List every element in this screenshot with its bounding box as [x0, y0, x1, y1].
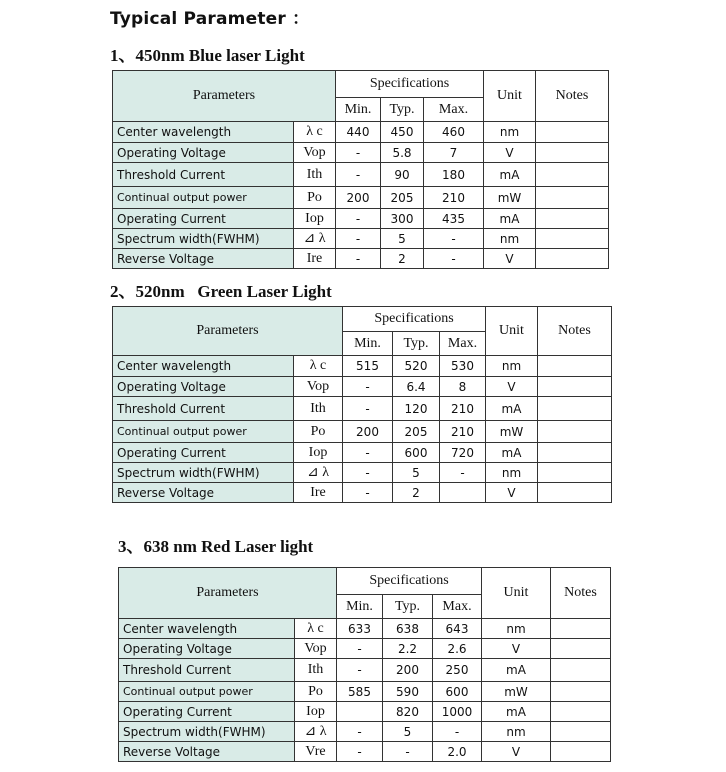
cell-unit: mA [486, 443, 538, 463]
table-row [119, 619, 611, 639]
cell-typ: 5 [381, 229, 424, 249]
cell-symbol: Vre [295, 742, 337, 762]
cell-symbol: Po [295, 682, 337, 702]
cell-symbol: Ith [294, 397, 343, 421]
cell-unit: mA [482, 702, 551, 722]
cell-unit: V [482, 742, 551, 762]
cell-notes [536, 187, 609, 209]
typ-header: Typ. [393, 332, 440, 356]
cell-typ: 5 [383, 722, 433, 742]
cell-min: - [343, 397, 393, 421]
cell-typ: 90 [381, 163, 424, 187]
table-row [113, 443, 612, 463]
cell-max: 643 [433, 619, 482, 639]
param-name: Operating Voltage [113, 377, 294, 397]
cell-min: 200 [336, 187, 381, 209]
cell-symbol: Ith [294, 163, 336, 187]
cell-unit: mA [484, 209, 536, 229]
min-header: Min. [336, 98, 381, 122]
cell-notes [536, 163, 609, 187]
cell-notes [551, 722, 611, 742]
param-name: Center wavelength [113, 356, 294, 377]
cell-min: - [337, 639, 383, 659]
cell-unit: mW [482, 682, 551, 702]
table-row [113, 249, 609, 269]
cell-notes [538, 397, 612, 421]
cell-min: - [337, 742, 383, 762]
cell-unit: V [484, 143, 536, 163]
table-row [119, 682, 611, 702]
parameters-header: Parameters [113, 307, 343, 356]
table-row [113, 229, 609, 249]
cell-max: - [440, 463, 486, 483]
param-name: Operating Voltage [119, 639, 295, 659]
cell-notes [538, 377, 612, 397]
cell-symbol: λ c [294, 356, 343, 377]
param-name: Continual output power [113, 187, 294, 209]
cell-min: - [337, 722, 383, 742]
cell-typ: 638 [383, 619, 433, 639]
cell-min: 515 [343, 356, 393, 377]
table-row [113, 122, 609, 143]
spec-table-red [118, 567, 611, 762]
cell-min: - [343, 377, 393, 397]
cell-max: 2.6 [433, 639, 482, 659]
specifications-header: Specifications [343, 307, 486, 332]
cell-typ: 600 [393, 443, 440, 463]
cell-min [337, 702, 383, 722]
table-row [113, 421, 612, 443]
cell-max: 460 [424, 122, 484, 143]
cell-notes [551, 682, 611, 702]
cell-symbol: λ c [294, 122, 336, 143]
cell-typ: 200 [383, 659, 433, 682]
cell-max: - [433, 722, 482, 742]
cell-unit: V [486, 483, 538, 503]
parameters-header: Parameters [119, 568, 337, 619]
cell-unit: V [486, 377, 538, 397]
cell-typ: 2 [393, 483, 440, 503]
cell-typ: 205 [393, 421, 440, 443]
cell-min: - [343, 463, 393, 483]
cell-min: - [337, 659, 383, 682]
cell-notes [551, 619, 611, 639]
param-name: Reverse Voltage [113, 483, 294, 503]
table-row [119, 639, 611, 659]
param-name: Spectrum width(FWHM) [113, 229, 294, 249]
cell-notes [536, 209, 609, 229]
cell-max: 530 [440, 356, 486, 377]
cell-symbol: Ire [294, 249, 336, 269]
table-row [113, 377, 612, 397]
cell-notes [551, 702, 611, 722]
cell-max: 600 [433, 682, 482, 702]
cell-unit: nm [482, 722, 551, 742]
cell-min: 585 [337, 682, 383, 702]
table-row [119, 722, 611, 742]
page-title: Typical Parameter ： [110, 9, 310, 29]
param-name: Reverse Voltage [119, 742, 295, 762]
cell-typ: 2.2 [383, 639, 433, 659]
cell-typ: 520 [393, 356, 440, 377]
table-row [119, 659, 611, 682]
param-name: Continual output power [113, 421, 294, 443]
param-name: Spectrum width(FWHM) [119, 722, 295, 742]
cell-unit: mA [486, 397, 538, 421]
cell-min: 633 [337, 619, 383, 639]
section-title-blue: 1、450nm Blue laser Light [110, 46, 305, 65]
unit-header: Unit [486, 307, 538, 356]
spec-table-green [112, 306, 612, 503]
cell-max: 720 [440, 443, 486, 463]
cell-notes [538, 421, 612, 443]
typ-header: Typ. [383, 595, 433, 619]
cell-symbol: ⊿ λ [295, 722, 337, 742]
cell-unit: mW [486, 421, 538, 443]
cell-max: 210 [440, 397, 486, 421]
cell-typ: 820 [383, 702, 433, 722]
cell-min: - [343, 483, 393, 503]
notes-header: Notes [538, 307, 612, 356]
max-header: Max. [433, 595, 482, 619]
cell-notes [536, 229, 609, 249]
cell-max: 2.0 [433, 742, 482, 762]
param-name: Operating Current [113, 209, 294, 229]
cell-notes [551, 742, 611, 762]
cell-notes [538, 443, 612, 463]
cell-symbol: ⊿ λ [294, 463, 343, 483]
cell-max: 210 [424, 187, 484, 209]
cell-notes [538, 483, 612, 503]
cell-unit: mW [484, 187, 536, 209]
cell-max: - [424, 249, 484, 269]
cell-min: - [336, 229, 381, 249]
section-title-green: 2、520nm Green Laser Light [110, 282, 332, 301]
typ-header: Typ. [381, 98, 424, 122]
unit-header: Unit [484, 71, 536, 122]
cell-notes [536, 143, 609, 163]
cell-symbol: Vop [294, 377, 343, 397]
param-name: Operating Voltage [113, 143, 294, 163]
param-name: Reverse Voltage [113, 249, 294, 269]
cell-notes [538, 463, 612, 483]
table-row [113, 483, 612, 503]
cell-notes [551, 659, 611, 682]
cell-max: - [424, 229, 484, 249]
cell-symbol: ⊿ λ [294, 229, 336, 249]
parameters-header: Parameters [113, 71, 336, 122]
table-row [113, 187, 609, 209]
cell-typ: 120 [393, 397, 440, 421]
cell-typ: 205 [381, 187, 424, 209]
cell-max: 7 [424, 143, 484, 163]
cell-min: - [336, 163, 381, 187]
min-header: Min. [337, 595, 383, 619]
table-row [113, 209, 609, 229]
table-row [113, 397, 612, 421]
cell-max [440, 483, 486, 503]
param-name: Threshold Current [119, 659, 295, 682]
cell-symbol: Ire [294, 483, 343, 503]
section-title-red: 3、638 nm Red Laser light [118, 537, 314, 556]
cell-notes [551, 639, 611, 659]
cell-typ: 5 [393, 463, 440, 483]
cell-notes [536, 122, 609, 143]
cell-symbol: Iop [295, 702, 337, 722]
table-row [113, 356, 612, 377]
cell-max: 180 [424, 163, 484, 187]
cell-unit: mA [482, 659, 551, 682]
cell-symbol: λ c [295, 619, 337, 639]
param-name: Threshold Current [113, 397, 294, 421]
cell-unit: V [484, 249, 536, 269]
cell-max: 8 [440, 377, 486, 397]
spec-table-blue [112, 70, 609, 269]
cell-typ: 2 [381, 249, 424, 269]
cell-symbol: Vop [294, 143, 336, 163]
cell-unit: V [482, 639, 551, 659]
cell-unit: mA [484, 163, 536, 187]
cell-typ: 450 [381, 122, 424, 143]
table-row [119, 702, 611, 722]
param-name: Spectrum width(FWHM) [113, 463, 294, 483]
cell-notes [536, 249, 609, 269]
param-name: Center wavelength [113, 122, 294, 143]
table-row [113, 163, 609, 187]
param-name: Continual output power [119, 682, 295, 702]
cell-unit: nm [484, 122, 536, 143]
cell-symbol: Iop [294, 209, 336, 229]
param-name: Operating Current [119, 702, 295, 722]
cell-symbol: Vop [295, 639, 337, 659]
cell-unit: nm [486, 356, 538, 377]
unit-header: Unit [482, 568, 551, 619]
cell-notes [538, 356, 612, 377]
notes-header: Notes [551, 568, 611, 619]
cell-min: - [336, 249, 381, 269]
cell-unit: nm [486, 463, 538, 483]
cell-min: - [343, 443, 393, 463]
cell-typ: - [383, 742, 433, 762]
cell-symbol: Iop [294, 443, 343, 463]
specifications-header: Specifications [336, 71, 484, 98]
cell-min: 440 [336, 122, 381, 143]
cell-max: 250 [433, 659, 482, 682]
cell-typ: 300 [381, 209, 424, 229]
cell-symbol: Po [294, 187, 336, 209]
cell-typ: 6.4 [393, 377, 440, 397]
cell-typ: 5.8 [381, 143, 424, 163]
param-name: Center wavelength [119, 619, 295, 639]
cell-min: - [336, 143, 381, 163]
cell-typ: 590 [383, 682, 433, 702]
cell-unit: nm [484, 229, 536, 249]
table-row [119, 742, 611, 762]
cell-min: 200 [343, 421, 393, 443]
cell-max: 435 [424, 209, 484, 229]
cell-max: 1000 [433, 702, 482, 722]
param-name: Operating Current [113, 443, 294, 463]
cell-min: - [336, 209, 381, 229]
cell-symbol: Ith [295, 659, 337, 682]
min-header: Min. [343, 332, 393, 356]
table-row [113, 143, 609, 163]
cell-unit: nm [482, 619, 551, 639]
param-name: Threshold Current [113, 163, 294, 187]
notes-header: Notes [536, 71, 609, 122]
table-row [113, 463, 612, 483]
specifications-header: Specifications [337, 568, 482, 595]
cell-max: 210 [440, 421, 486, 443]
max-header: Max. [440, 332, 486, 356]
max-header: Max. [424, 98, 484, 122]
cell-symbol: Po [294, 421, 343, 443]
